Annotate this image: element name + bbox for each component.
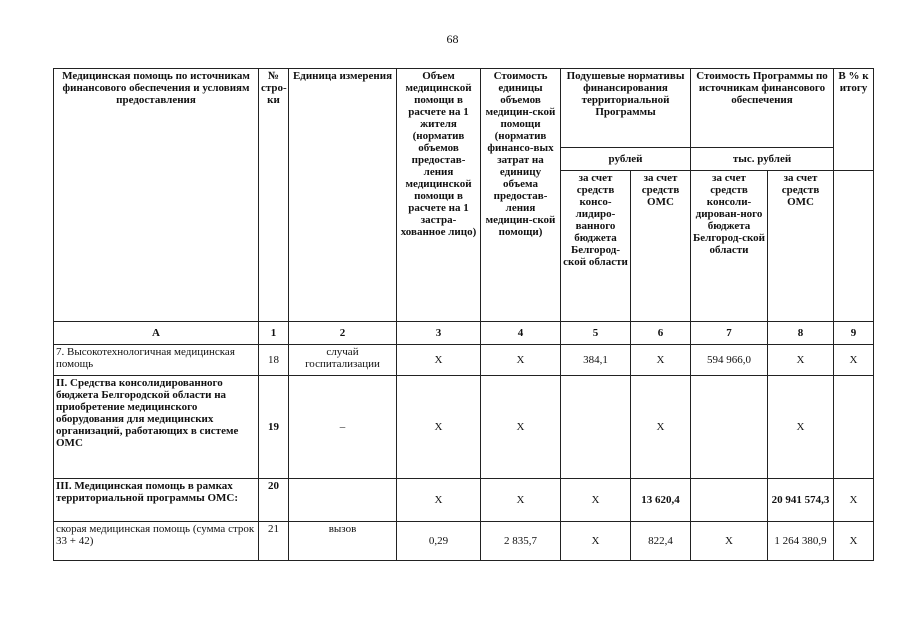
header-group-7-8: Стоимость Программы по источникам финансового обеспечения (691, 69, 834, 148)
financing-table (53, 68, 874, 561)
header-unit-5-6: рублей (561, 148, 691, 171)
cell: 384,1 (561, 345, 631, 376)
header-col-6: за счет средств ОМС (631, 171, 691, 322)
cell: 822,4 (631, 522, 691, 561)
index-cell: 5 (561, 322, 631, 345)
cell: Х (691, 522, 768, 561)
header-col-1: № стро-ки (259, 69, 289, 322)
cell: 2 835,7 (481, 522, 561, 561)
table-row (54, 522, 874, 561)
index-cell: 4 (481, 322, 561, 345)
cell: Х (834, 345, 874, 376)
header-col-a: Медицинская помощь по источникам финансового обеспечения и условиям предоставления (54, 69, 259, 322)
header-col-5: за счет средств консо-лидиро-ванного бюджета Белгород-ской области (561, 171, 631, 322)
cell: Х (397, 376, 481, 479)
header-group-5-6: Подушевые нормативы финансирования территориальной Программы (561, 69, 691, 148)
cell: Х (768, 376, 834, 479)
cell (561, 376, 631, 479)
cell: Х (561, 522, 631, 561)
row-number: 21 (259, 522, 289, 561)
index-cell: 9 (834, 322, 874, 345)
row-number: 19 (259, 376, 289, 479)
cell: Х (631, 376, 691, 479)
cell: 20 941 574,3 (768, 479, 834, 522)
cell: 0,29 (397, 522, 481, 561)
cell: Х (481, 479, 561, 522)
header-unit-7-8: тыс. рублей (691, 148, 834, 171)
header-col-7: за счет средств консоли-дирован-ного бюджета Белгород-ской области (691, 171, 768, 322)
header-col-9: В % к итогу (834, 69, 874, 171)
row-unit: вызов (289, 522, 397, 561)
row-number: 18 (259, 345, 289, 376)
cell: Х (397, 479, 481, 522)
table-row (54, 345, 874, 376)
header-col-9-blank (834, 171, 874, 322)
header-col-3: Объем медицинской помощи в расчете на 1 жителя (норматив объемов предостав-ления медицинской помощи в расчете на 1 застра-хованное лицо) (397, 69, 481, 322)
row-unit (289, 479, 397, 522)
cell: 594 966,0 (691, 345, 768, 376)
row-name: III. Медицинская помощь в рамках территориальной программы ОМС: (54, 479, 259, 522)
index-cell: А (54, 322, 259, 345)
index-cell: 3 (397, 322, 481, 345)
cell: Х (631, 345, 691, 376)
cell: Х (768, 345, 834, 376)
header-col-4: Стоимость единицы объемов медицин-ской помощи (норматив финансо-вых затрат на единицу объема предостав-ления медицин-ской помощи) (481, 69, 561, 322)
cell (834, 376, 874, 479)
cell: Х (834, 479, 874, 522)
cell: Х (834, 522, 874, 561)
cell (691, 376, 768, 479)
cell: 1 264 380,9 (768, 522, 834, 561)
index-cell: 6 (631, 322, 691, 345)
page-number: 68 (446, 32, 459, 46)
cell: Х (481, 345, 561, 376)
row-number: 20 (259, 479, 289, 522)
row-unit: – (289, 376, 397, 479)
header-row-1 (54, 69, 874, 148)
header-col-2: Единица измерения (289, 69, 397, 322)
row-unit: случай госпитализации (289, 345, 397, 376)
row-name: 7. Высокотехнологичная медицинская помощь (54, 345, 259, 376)
table-row (54, 479, 874, 522)
cell (691, 479, 768, 522)
index-cell: 1 (259, 322, 289, 345)
row-name: II. Средства консолидированного бюджета Белгородской области на приобретение медицинского оборудования для медицинских организаций, работающих в системе ОМС (54, 376, 259, 479)
cell: Х (397, 345, 481, 376)
cell: 13 620,4 (631, 479, 691, 522)
column-index-row (54, 322, 874, 345)
index-cell: 7 (691, 322, 768, 345)
table-row (54, 376, 874, 479)
cell: Х (561, 479, 631, 522)
index-cell: 2 (289, 322, 397, 345)
header-col-8: за счет средств ОМС (768, 171, 834, 322)
cell: Х (481, 376, 561, 479)
index-cell: 8 (768, 322, 834, 345)
row-name: скорая медицинская помощь (сумма строк 33 + 42) (54, 522, 259, 561)
